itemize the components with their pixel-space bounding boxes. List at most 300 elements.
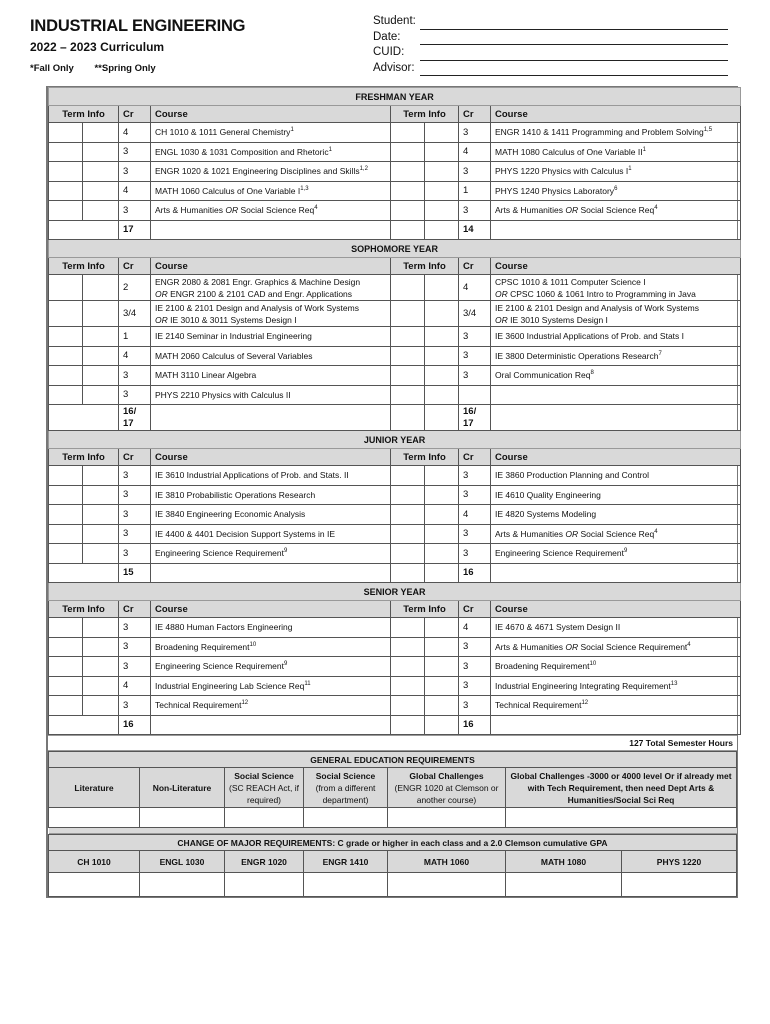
student-field[interactable] — [420, 19, 728, 30]
cr-header: Cr — [119, 449, 151, 466]
footnote-ref: 1,5 — [703, 127, 713, 134]
fall-only-legend: *Fall Only — [30, 63, 74, 74]
course-cell — [491, 181, 741, 201]
term-info-cell[interactable] — [83, 346, 119, 366]
credit-cell: 4 — [459, 142, 491, 162]
term-info-cell[interactable] — [83, 485, 119, 505]
term-info-cell[interactable] — [83, 142, 119, 162]
term-info-cell[interactable] — [425, 505, 459, 525]
credit-cell: 3 — [119, 505, 151, 525]
course-alternative: OR IE 3010 & 3011 Systems Design I — [155, 314, 297, 325]
total-hours-table — [48, 735, 737, 751]
change-of-major-entry[interactable] — [140, 873, 225, 897]
course-cell — [491, 346, 741, 366]
credit-cell: 3 — [119, 485, 151, 505]
term-info-cell[interactable] — [425, 162, 459, 182]
course-row — [49, 301, 741, 327]
year-header: SENIOR YEAR — [49, 583, 741, 601]
term-info-cell[interactable] — [391, 366, 425, 386]
year-header: JUNIOR YEAR — [49, 431, 741, 449]
course-cell — [491, 544, 741, 564]
credit-cell: 4 — [459, 618, 491, 638]
term-info-cell[interactable] — [425, 657, 459, 677]
course-cell — [151, 142, 391, 162]
course-cell — [151, 544, 391, 564]
course-name: IE 4880 Human Factors Engineering — [155, 622, 293, 633]
footnote-ref: 12 — [241, 700, 249, 707]
term-info-cell[interactable] — [391, 485, 425, 505]
spacer — [49, 828, 737, 834]
term-info-cell[interactable] — [391, 544, 425, 564]
credit-cell: 3 — [459, 123, 491, 143]
course-cell — [151, 181, 391, 201]
advisor-label: Advisor: — [373, 61, 415, 74]
credit-cell: 4 — [119, 181, 151, 201]
term-info-cell[interactable] — [391, 524, 425, 544]
term-info-cell[interactable] — [391, 385, 425, 405]
gen-ed-title: GENERAL EDUCATION REQUIREMENTS — [49, 752, 737, 768]
term-info-cell[interactable] — [49, 466, 83, 486]
term-info-cell[interactable] — [49, 657, 83, 677]
course-header: Course — [491, 449, 741, 466]
program-title: INDUSTRIAL ENGINEERING — [30, 17, 246, 35]
term-info-cell[interactable] — [83, 524, 119, 544]
course-name: Engineering Science Requirement — [155, 661, 284, 672]
term-info-cell[interactable] — [83, 201, 119, 221]
term-info-header: Term Info — [49, 449, 119, 466]
course-cell — [491, 162, 741, 182]
course-name: Arts & Humanities OR Social Science Req — [495, 528, 655, 539]
credit-cell: 4 — [119, 123, 151, 143]
credit-cell: 3 — [459, 346, 491, 366]
footnote-ref: 10 — [249, 641, 257, 648]
term-info-cell[interactable] — [391, 327, 425, 347]
gen-ed-entry[interactable] — [49, 808, 140, 828]
term-info-cell[interactable] — [49, 524, 83, 544]
total-semester-hours: 127 Total Semester Hours — [48, 736, 737, 751]
blank-cell — [425, 563, 459, 583]
term-info-header: Term Info — [49, 601, 119, 618]
term-info-cell[interactable] — [425, 544, 459, 564]
change-of-major-entry[interactable] — [304, 873, 388, 897]
course-header: Course — [151, 601, 391, 618]
course-name: IE 3610 Industrial Applications of Prob. and Stats. II — [155, 470, 349, 481]
credit-cell: 3 — [119, 385, 151, 405]
change-of-major-course: MATH 1060 — [388, 851, 506, 873]
term-info-cell[interactable] — [49, 676, 83, 696]
term-info-cell[interactable] — [391, 162, 425, 182]
course-cell — [151, 123, 391, 143]
course-row — [49, 676, 741, 696]
term-info-cell[interactable] — [425, 327, 459, 347]
term-info-cell[interactable] — [425, 366, 459, 386]
course-cell — [491, 696, 741, 716]
change-of-major-title: CHANGE OF MAJOR REQUIREMENTS: C grade or higher in each class and a 2.0 Clemson cumulative GPA — [49, 835, 737, 851]
term-info-cell[interactable] — [49, 485, 83, 505]
course-name: Engineering Science Requirement — [495, 548, 624, 559]
gen-ed-column: Literature — [49, 768, 140, 808]
term-info-cell[interactable] — [425, 142, 459, 162]
term-info-cell[interactable] — [425, 524, 459, 544]
term-info-cell[interactable] — [391, 505, 425, 525]
term-info-cell[interactable] — [425, 696, 459, 716]
footnote-ref: 9 — [624, 548, 628, 555]
gen-ed-entry[interactable] — [140, 808, 225, 828]
course-row — [49, 637, 741, 657]
term-info-cell[interactable] — [49, 346, 83, 366]
term-info-cell[interactable] — [391, 123, 425, 143]
course-name: Engineering Science Requirement — [155, 548, 284, 559]
credit-cell: 3 — [459, 676, 491, 696]
blank-cell — [425, 405, 459, 431]
term-info-cell[interactable] — [49, 696, 83, 716]
semester-total: 16 — [459, 715, 491, 735]
blank-cell — [491, 405, 741, 431]
course-header: Course — [151, 258, 391, 275]
term-info-cell[interactable] — [425, 346, 459, 366]
term-info-cell[interactable] — [391, 676, 425, 696]
term-info-cell[interactable] — [83, 366, 119, 386]
footnote-ref: 10 — [589, 661, 597, 668]
change-of-major-entry[interactable] — [506, 873, 622, 897]
blank-cell — [391, 563, 425, 583]
semester-total: 17 — [119, 220, 151, 240]
footnote-ref: 8 — [590, 370, 594, 377]
footnote-ref: 1,3 — [300, 185, 309, 192]
gen-ed-entry[interactable] — [225, 808, 304, 828]
term-info-cell[interactable] — [425, 123, 459, 143]
term-info-cell[interactable] — [391, 275, 425, 301]
course-cell — [151, 366, 391, 386]
course-name: MATH 1060 Calculus of One Variable I — [155, 185, 301, 196]
term-info-cell[interactable] — [49, 385, 83, 405]
blank-cell — [49, 563, 119, 583]
course-cell — [151, 657, 391, 677]
course-name: IE 3800 Deterministic Operations Research — [495, 350, 659, 361]
footnote-ref: 13 — [670, 680, 678, 687]
date-label: Date: — [373, 30, 401, 43]
credit-cell: 3 — [119, 201, 151, 221]
term-info-cell[interactable] — [49, 275, 83, 301]
term-info-cell[interactable] — [425, 301, 459, 327]
course-alternative: OR IE 3010 Systems Design I — [495, 314, 608, 325]
term-info-cell[interactable] — [391, 301, 425, 327]
gen-ed-column: Non-Literature — [140, 768, 225, 808]
term-info-cell[interactable] — [49, 162, 83, 182]
term-info-cell[interactable] — [83, 544, 119, 564]
term-info-cell[interactable] — [49, 618, 83, 638]
credit-cell: 3 — [459, 485, 491, 505]
credit-cell: 3 — [119, 142, 151, 162]
course-row — [49, 201, 741, 221]
course-cell — [491, 657, 741, 677]
footnote-ref: 1 — [642, 146, 646, 153]
credit-cell: 3 — [459, 524, 491, 544]
term-info-cell[interactable] — [49, 142, 83, 162]
term-info-cell[interactable] — [425, 466, 459, 486]
credit-cell: 4 — [119, 676, 151, 696]
course-cell — [151, 327, 391, 347]
course-name: PHYS 1220 Physics with Calculus I — [495, 166, 629, 177]
student-label: Student: — [373, 15, 416, 27]
course-row — [49, 181, 741, 201]
footnote-ref: 4 — [654, 205, 658, 212]
cr-header: Cr — [459, 106, 491, 123]
footnote-ref: 12 — [581, 700, 589, 707]
course-cell — [151, 524, 391, 544]
term-info-cell[interactable] — [391, 466, 425, 486]
blank-cell — [49, 220, 119, 240]
cr-header: Cr — [119, 258, 151, 275]
course-cell — [151, 696, 391, 716]
blank-cell — [391, 715, 425, 735]
course-cell — [491, 676, 741, 696]
course-name: PHYS 1240 Physics Laboratory — [495, 185, 615, 196]
course-cell — [151, 466, 391, 486]
term-info-cell[interactable] — [425, 485, 459, 505]
cuid-field[interactable] — [420, 50, 728, 61]
semester-total: 15 — [119, 563, 151, 583]
change-of-major-entry[interactable] — [225, 873, 304, 897]
change-of-major-entry[interactable] — [49, 873, 140, 897]
blank-cell — [491, 715, 741, 735]
footnote-ref: 4 — [654, 528, 658, 535]
course-cell — [491, 485, 741, 505]
blank-cell — [391, 220, 425, 240]
term-info-cell[interactable] — [425, 637, 459, 657]
change-of-major-course: ENGR 1020 — [225, 851, 304, 873]
course-name: IE 3840 Engineering Economic Analysis — [155, 509, 306, 520]
change-of-major-course: CH 1010 — [49, 851, 140, 873]
change-of-major-course: MATH 1080 — [506, 851, 622, 873]
change-of-major-entry[interactable] — [622, 873, 737, 897]
blank-cell — [491, 563, 741, 583]
course-cell — [491, 524, 741, 544]
credit-cell: 4 — [459, 505, 491, 525]
term-info-cell[interactable] — [49, 301, 83, 327]
term-info-cell[interactable] — [83, 181, 119, 201]
advisor-field[interactable] — [420, 65, 728, 76]
course-row — [49, 346, 741, 366]
term-info-cell[interactable] — [83, 275, 119, 301]
credit-cell: 1 — [459, 181, 491, 201]
date-field[interactable] — [420, 34, 728, 45]
gen-ed-column: Global Challenges (ENGR 1020 at Clemson or another course) — [388, 768, 506, 808]
course-name: CH 1010 & 1011 General Chemistry — [155, 127, 291, 138]
term-info-cell[interactable] — [49, 366, 83, 386]
term-info-cell[interactable] — [49, 637, 83, 657]
course-row — [49, 544, 741, 564]
credit-cell: 3/4 — [459, 301, 491, 327]
term-info-cell[interactable] — [83, 676, 119, 696]
term-info-cell[interactable] — [425, 385, 459, 405]
term-info-cell[interactable] — [49, 544, 83, 564]
blank-cell — [49, 715, 119, 735]
course-name: IE 4820 Systems Modeling — [495, 509, 597, 520]
semester-total: 14 — [459, 220, 491, 240]
course-name: IE 2100 & 2101 Design and Analysis of Work Systems — [155, 302, 359, 313]
term-info-cell[interactable] — [83, 657, 119, 677]
term-info-cell[interactable] — [83, 301, 119, 327]
course-cell — [491, 385, 741, 405]
course-cell — [151, 301, 391, 327]
credit-cell: 3 — [119, 162, 151, 182]
semester-total-row — [49, 715, 741, 735]
credit-cell: 3 — [119, 696, 151, 716]
course-cell — [491, 366, 741, 386]
course-cell — [151, 201, 391, 221]
term-info-cell[interactable] — [83, 505, 119, 525]
student-info-fields — [373, 14, 728, 76]
course-row — [49, 123, 741, 143]
course-name: MATH 2060 Calculus of Several Variables — [155, 350, 313, 361]
footnote-ref: 9 — [284, 661, 288, 668]
term-info-cell[interactable] — [49, 201, 83, 221]
course-row — [49, 327, 741, 347]
credit-cell: 3/4 — [119, 301, 151, 327]
course-name: Arts & Humanities OR Social Science Req — [495, 205, 655, 216]
credit-cell: 1 — [119, 327, 151, 347]
term-info-cell[interactable] — [391, 181, 425, 201]
course-cell — [491, 123, 741, 143]
cr-header: Cr — [459, 601, 491, 618]
term-info-cell[interactable] — [83, 466, 119, 486]
term-info-cell[interactable] — [391, 142, 425, 162]
term-info-cell[interactable] — [425, 201, 459, 221]
course-cell — [151, 637, 391, 657]
course-name: Broadening Requirement — [155, 641, 250, 652]
course-cell — [491, 301, 741, 327]
term-info-cell[interactable] — [83, 696, 119, 716]
blank-cell — [491, 220, 741, 240]
course-row — [49, 696, 741, 716]
footnote-ref: 6 — [614, 185, 618, 192]
course-row — [49, 657, 741, 677]
credit-cell: 3 — [459, 366, 491, 386]
credit-cell: 3 — [459, 466, 491, 486]
footnote-ref: 11 — [304, 680, 311, 687]
term-info-cell[interactable] — [391, 637, 425, 657]
term-info-cell[interactable] — [391, 346, 425, 366]
blank-cell — [425, 715, 459, 735]
term-info-cell[interactable] — [391, 618, 425, 638]
course-row — [49, 618, 741, 638]
credit-cell: 3 — [119, 657, 151, 677]
term-info-cell[interactable] — [83, 327, 119, 347]
course-name: Technical Requirement — [155, 700, 242, 711]
term-info-header: Term Info — [391, 601, 459, 618]
credit-cell: 3 — [119, 618, 151, 638]
term-info-cell[interactable] — [83, 162, 119, 182]
change-of-major-course: PHYS 1220 — [622, 851, 737, 873]
credit-cell: 3 — [459, 327, 491, 347]
course-name: IE 3860 Production Planning and Control — [495, 470, 650, 481]
term-info-header: Term Info — [49, 258, 119, 275]
blank-cell — [391, 405, 425, 431]
course-header: Course — [151, 106, 391, 123]
spring-only-legend: **Spring Only — [94, 63, 156, 74]
term-info-cell[interactable] — [49, 181, 83, 201]
term-info-cell[interactable] — [83, 618, 119, 638]
credit-cell — [459, 385, 491, 405]
cr-header: Cr — [119, 106, 151, 123]
course-name: IE 2100 & 2101 Design and Analysis of Work Systems — [495, 302, 699, 313]
course-alternative: OR ENGR 2100 & 2101 CAD and Engr. Applications — [155, 288, 353, 299]
term-info-header: Term Info — [391, 106, 459, 123]
course-name: MATH 3110 Linear Algebra — [155, 370, 257, 381]
footnote-ref: 1 — [290, 127, 294, 134]
footnote-ref: 9 — [284, 548, 288, 555]
course-row — [49, 385, 741, 405]
course-row — [49, 524, 741, 544]
course-cell — [491, 505, 741, 525]
course-name: IE 3600 Industrial Applications of Prob. and Stats I — [495, 331, 685, 342]
credit-cell: 3 — [459, 696, 491, 716]
course-name: Industrial Engineering Lab Science Req — [155, 680, 305, 691]
term-info-cell[interactable] — [83, 637, 119, 657]
term-info-cell[interactable] — [391, 201, 425, 221]
course-name: Arts & Humanities OR Social Science Requirement — [495, 641, 688, 652]
blank-cell — [151, 405, 391, 431]
course-cell — [151, 485, 391, 505]
term-info-cell[interactable] — [83, 123, 119, 143]
course-name: IE 4400 & 4401 Decision Support Systems in IE — [155, 528, 336, 539]
change-of-major-course: ENGR 1410 — [304, 851, 388, 873]
course-cell — [151, 618, 391, 638]
course-row — [49, 505, 741, 525]
course-cell — [491, 618, 741, 638]
credit-cell: 4 — [119, 346, 151, 366]
term-info-cell[interactable] — [83, 385, 119, 405]
course-header: Course — [491, 258, 741, 275]
term-info-cell[interactable] — [49, 505, 83, 525]
course-row — [49, 466, 741, 486]
gen-ed-entry[interactable] — [304, 808, 388, 828]
cr-header: Cr — [459, 449, 491, 466]
credit-cell: 3 — [459, 201, 491, 221]
course-name: IE 2140 Seminar in Industrial Engineering — [155, 331, 312, 342]
gen-ed-entry[interactable] — [506, 808, 737, 828]
course-row — [49, 275, 741, 301]
term-info-cell[interactable] — [425, 676, 459, 696]
term-info-cell[interactable] — [425, 618, 459, 638]
credit-cell: 3 — [119, 366, 151, 386]
change-of-major-table — [48, 834, 737, 897]
term-legend — [30, 63, 174, 74]
term-info-header: Term Info — [391, 449, 459, 466]
term-info-cell[interactable] — [49, 327, 83, 347]
cr-header: Cr — [459, 258, 491, 275]
term-info-cell[interactable] — [49, 123, 83, 143]
semester-total-row — [49, 220, 741, 240]
course-cell — [151, 385, 391, 405]
term-info-cell[interactable] — [425, 181, 459, 201]
course-name: IE 4670 & 4671 System Design II — [495, 622, 621, 633]
footnote-ref: 4 — [687, 641, 691, 648]
term-info-cell[interactable] — [425, 275, 459, 301]
course-cell — [151, 275, 391, 301]
course-name: Arts & Humanities OR Social Science Req — [155, 205, 315, 216]
change-of-major-entry[interactable] — [388, 873, 506, 897]
credit-cell: 3 — [459, 657, 491, 677]
term-info-cell[interactable] — [391, 657, 425, 677]
semester-total: 16 — [459, 563, 491, 583]
gen-ed-entry[interactable] — [388, 808, 506, 828]
course-row — [49, 142, 741, 162]
term-info-cell[interactable] — [391, 696, 425, 716]
curriculum-sheet — [46, 86, 738, 898]
credit-cell: 3 — [459, 544, 491, 564]
